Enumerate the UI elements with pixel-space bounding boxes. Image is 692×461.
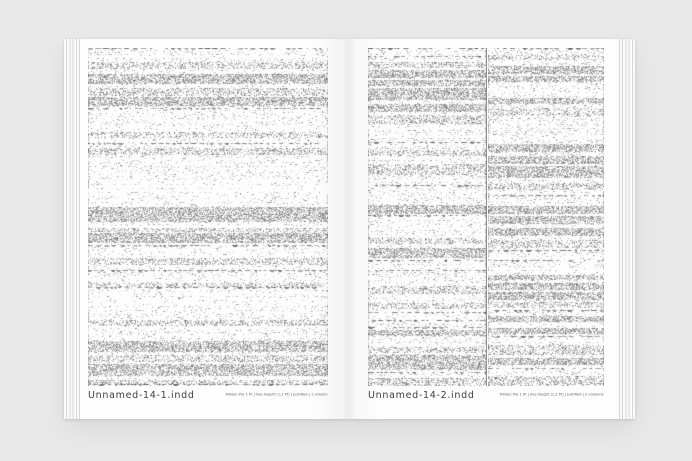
page-edge-stack-right [619,39,635,419]
spine-line [349,39,350,419]
spec-caption-right: Minion Pro 1 Pt | line-height (1,2 Pt) | justified | 2 columns [500,391,604,396]
text-noise-right-column-b [488,48,604,386]
filename-label-right: Unnamed-14-2.indd [368,390,475,401]
text-noise-right-column-a [368,48,486,386]
column-gutter-line [486,48,487,386]
spec-caption-left: Minion Pro 1 Pt | line-height (1,2 Pt) | justified | 1 column [225,391,328,396]
filename-label-left: Unnamed-14-1.indd [88,390,195,401]
page-edge-stack-left [64,39,80,419]
text-noise-block-left [88,48,328,386]
